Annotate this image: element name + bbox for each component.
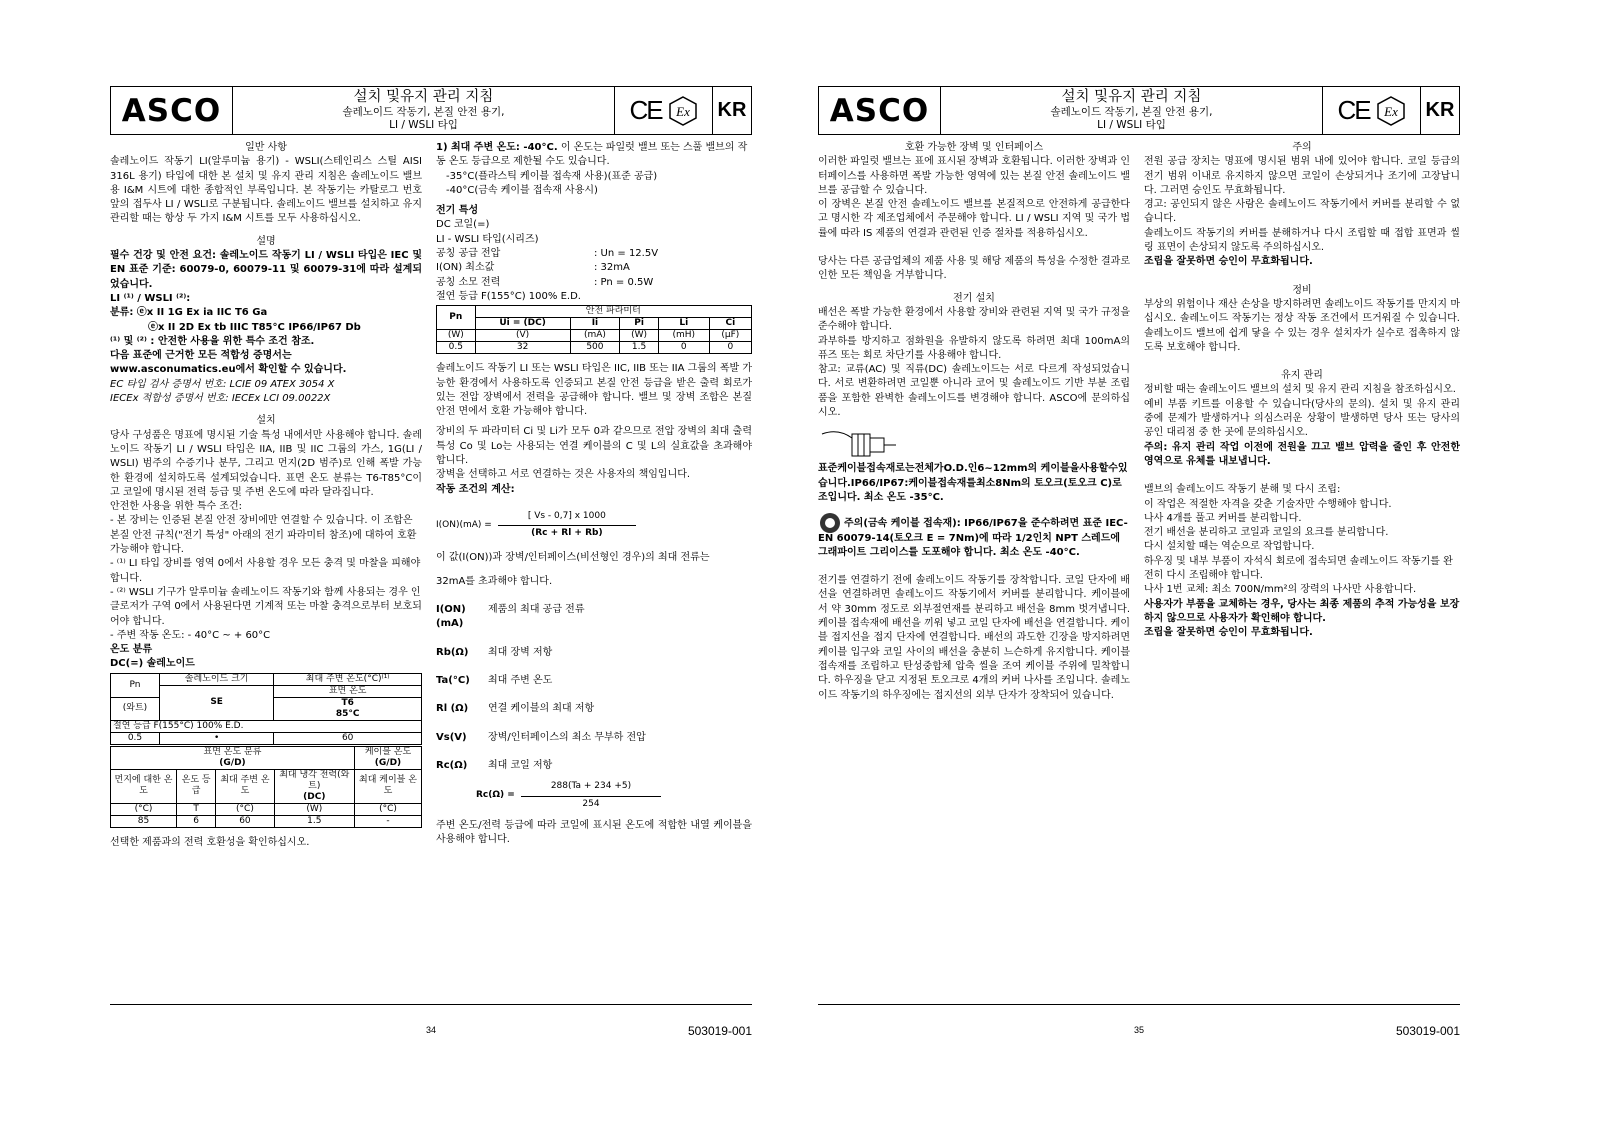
elec-title: 전기 특성 <box>436 205 479 217</box>
elec-val: : Pn = 0.5W <box>594 276 654 288</box>
asco-logo: ASCO <box>819 87 941 134</box>
bottom-note: 선택한 제품과의 전력 호환성을 확인하십시오. <box>110 836 310 848</box>
page-left <box>110 86 752 1096</box>
desc-note: ⁽¹⁾ 및 ⁽²⁾ : 안전한 사용을 위한 특수 조건 참조. <box>110 335 315 347</box>
elec-key: 공칭 소모 전력 <box>436 276 501 288</box>
elec-key: 공칭 공급 전압 <box>436 248 501 260</box>
maint-text-2: 예비 부품 키트를 이용할 수 있습니다(당사의 문의). 설치 및 유지 관리 중에 문제가 발생하거나 의심스러운 상황이 발생하면 당사 또는 당사의 공인 대리점 중 한 곳에 문의하십시오. <box>1144 398 1460 439</box>
doc-title: 설치 및유지 관리 지침 <box>1061 89 1202 105</box>
symbol-desc: 제품의 최대 공급 전류 <box>488 604 585 616</box>
formula-text-2: 32mA를 초과해야 합니다. <box>436 575 553 587</box>
table-cell: 1.5 <box>274 815 354 827</box>
page-right <box>818 86 1460 1096</box>
desc-class1: 분류: ⓔx II 1G Ex ia IIC T6 Ga <box>110 307 268 319</box>
formula-rc <box>476 779 752 811</box>
section-title-desc: 설명 <box>256 235 276 247</box>
table-cell: (DC) <box>303 791 326 802</box>
para-4: 주변 온도/전력 등급에 따라 코일에 표시된 온도에 적합한 내열 케이블을 사용해야 합니다. <box>436 819 752 846</box>
doc-number: 503019-001 <box>1395 1024 1460 1038</box>
table-cell: SE <box>159 685 273 720</box>
para-1: 솔레노이드 작동기 LI 또는 WSLI 타입은 IIC, IIB 또는 IIA 그룹의 폭발 가능한 환경에서 사용하도록 인증되고 본질 안전 등급을 받은 출력 회로가 있는 전압 장벽에서 전력을 공급해야 합니다. 밸브 및 장벽 조합은 본질 안전 면에서 호환 가능해야 합니다. <box>436 363 752 418</box>
table-cell: 32 <box>475 342 570 354</box>
table-cell: 500 <box>570 342 620 354</box>
table-cell: (mH) <box>658 330 709 342</box>
table-cell: Li <box>658 318 709 330</box>
header <box>110 86 752 135</box>
caution-text: 전원 공급 장치는 명표에 명시된 범위 내에 있어야 합니다. 코일 등급의 전기 범위 이내로 유지하지 않으면 코일이 손상되거나 조기에 고장납니다. 그러면 승인도 무효화됩니다. <box>1144 156 1460 196</box>
symbol-desc: 최대 장벽 저항 <box>488 646 553 658</box>
cert-marks <box>615 87 713 134</box>
section-title-general: 일반 사항 <box>245 142 287 153</box>
symbol: Rc(Ω) <box>436 759 468 771</box>
header <box>818 86 1460 135</box>
metal-note: 주의(금속 케이블 접속재): IP66/IP67을 준수하려면 표준 IEC-EN 60079-14(토오크 E = 7Nm)에 따라 1/2인치 NPT 스레드에 그래파이트 그리이스를 도포해야 합니다. 최소 온도 -40°C. <box>818 518 1128 558</box>
elec-text-3: 참고: 교류(AC) 및 직류(DC) 솔레노이드는 서로 다르게 작성되었습니다. 서로 변환하려면 코일뿐 아니라 코어 및 솔레노이드 기반 부분 조립품을 포함한 완벽한 솔레노이드를 변경해야 합니다. ASCO에 문의하십시오. <box>818 364 1130 419</box>
doc-title-block <box>233 87 615 134</box>
language-code: KR <box>717 99 747 121</box>
formula-lhs: Rc(Ω) = <box>476 789 515 800</box>
section-title-service: 정비 <box>1292 284 1312 296</box>
maint-text: 정비할 때는 솔레노이드 밸브의 설치 및 유지 관리 지침을 참조하십시오. <box>1144 384 1456 396</box>
footer-rule <box>110 1004 752 1005</box>
doc-number: 503019-001 <box>687 1024 752 1038</box>
symbol-desc: 장벽/인터페이스의 최소 무부하 전압 <box>488 731 646 743</box>
table-cell: 먼지에 대한 온도 <box>111 769 177 803</box>
left-col-2 <box>436 141 752 847</box>
desc-iecex: IECEx 적합성 증명서 번호: IECEx LCI 09.0022X <box>110 393 331 405</box>
table-cell: (W) <box>437 330 476 342</box>
table-cell: (µF) <box>709 330 751 342</box>
final-bold: 사용자가 부품을 교체하는 경우, 당사는 최종 제품의 추적 가능성을 보장하지 않으므로 사용자가 확인해야 합니다. <box>1144 598 1460 624</box>
table-cell: 0.5 <box>111 732 160 744</box>
table-cell: 케이블 온도 <box>364 746 412 757</box>
table-cell: 절연 등급 F(155°C) 100% E.D. <box>111 720 422 732</box>
ambient-b: -40°C(금속 케이블 접속재 사용시) <box>446 184 598 196</box>
table-cell: 60 <box>274 732 422 744</box>
symbol: Ta(°C) <box>436 675 470 687</box>
dc-label: DC(=) 솔레노이드 <box>110 658 195 670</box>
doc-subtitle: 솔레노이드 작동기, 본질 안전 용기, <box>1050 106 1213 118</box>
connect-text: 전기를 연결하기 전에 솔레노이드 작동기를 장착합니다. 코일 단자에 배선을 연결하려면 솔레노이드 작동기에서 커버를 분리합니다. 케이블에서 약 30mm 정도로 외부절연재를 분리하고 배선을 8mm 벗겨냅니다. 케이블 접속재에 배선을 끼워 넣고 코일 단자에 배선을 연결합니다. 케이블 접지선을 접지 단자에 연결합니다. 배선의 과도한 긴장을 방지하려면 케이블 입구와 코일 사이의 배선을 충분히 느슨하게 유지합니다. 케이블 접속재를 조립하고 탄성중합체 압축 씰을 조여 케이블 주위에 밀착합니다. 하우징을 닫고 지정된 토오크로 4개의 커버 나사를 조입니다. 솔레노이드 작동기의 하우징에는 접지선의 외부 단자가 장착되어 있습니다. <box>818 575 1130 701</box>
table-cell: 최대 주변 온도(°C)⁽¹⁾ <box>274 673 422 685</box>
temp-class-label: 온도 분류 <box>110 644 153 656</box>
doc-subtitle: 솔레노이드 작동기, 본질 안전 용기, <box>342 106 505 118</box>
elec-series: LI - WSLI 타입(시리즈) <box>436 233 539 245</box>
svg-text:Ex: Ex <box>1383 103 1398 119</box>
section-title-maint: 유지 관리 <box>1281 370 1323 382</box>
table-cell: Ii <box>570 318 620 330</box>
doc-subtitle-2: LI / WSLI 타입 <box>1097 119 1166 131</box>
warning-text-2: 솔레노이드 작동기의 커버를 분해하거나 다시 조립할 때 접합 표면과 씰링 표면이 손상되지 않도록 주의하십시오. <box>1144 227 1460 254</box>
table-cell: (G/D) <box>374 757 402 768</box>
formula-num: [ Vs - 0,7] x 1000 <box>498 509 636 526</box>
table-cell: Ui = (DC) <box>475 318 570 330</box>
disasm-item: 이 작업은 적절한 자격을 갖춘 기술자만 수행해야 합니다. <box>1144 498 1392 510</box>
table-cell: 최대 냉각 전력(와트) <box>279 769 350 791</box>
special-item: - ⁽¹⁾ LI 타입 장비를 영역 0에서 사용할 경우 모든 충격 및 마찰을 피해야 합니다. <box>110 558 421 584</box>
section-title-install: 설치 <box>256 415 276 427</box>
table-cell: T <box>176 803 215 815</box>
ambient-a: -35°C(플라스틱 케이블 접속재 사용)(표준 공급) <box>446 170 658 182</box>
table-cell: (V) <box>475 330 570 342</box>
table-cell: 솔레노이드 크기 <box>159 673 273 685</box>
cert-marks <box>1323 87 1421 134</box>
disasm-item: 다시 설치할 때는 역순으로 작업합니다. <box>1144 541 1315 553</box>
formula-den: (Rc + Rl + Rb) <box>531 528 603 539</box>
footer-rule <box>818 1004 1460 1005</box>
table-cell: (G/D) <box>219 757 246 768</box>
ex-hexagon-icon <box>1376 96 1406 126</box>
para-2: 장비의 두 파라미터 Ci 및 Li가 모두 0과 같으므로 전압 장벽의 최대 출력 특성 Co 및 Lo는 사용되는 연결 케이블의 C 및 L의 실효값을 초과해야 합니다. <box>436 426 752 467</box>
compat-text-3: 당사는 다른 공급업체의 제품 사용 및 해당 제품의 특성을 수정한 결과로 인한 모든 책임을 거부합니다. <box>818 256 1130 282</box>
asco-logo: ASCO <box>111 87 233 134</box>
symbol: Rl (Ω) <box>436 703 469 715</box>
page-number: 35 <box>1134 1025 1145 1035</box>
table-cell: 0.5 <box>437 342 476 354</box>
maint-bold: 주의: 유지 관리 작업 이전에 전원을 끄고 밸브 압력을 줄인 후 안전한 영역으로 유체를 내보냅니다. <box>1144 441 1460 467</box>
symbol: I(ON)(mA) <box>436 604 466 630</box>
table-cell: 온도 등급 <box>176 769 215 803</box>
symbol-desc: 연결 케이블의 최대 저항 <box>488 703 595 715</box>
table-cell: Ci <box>709 318 751 330</box>
table-cell: (와트) <box>111 697 160 720</box>
section-title-elec: 전기 설치 <box>953 292 995 304</box>
table-cell: 표면 온도 <box>274 685 422 697</box>
svg-text:Ex: Ex <box>675 103 690 119</box>
warning-bold: 조립을 잘못하면 승인이 무효화됩니다. <box>1144 256 1313 268</box>
table-cell: 60 <box>216 815 274 827</box>
symbol: Vs(V) <box>436 731 467 743</box>
table-cell: Pn <box>111 673 160 697</box>
desc-class2: ⓔx II 2D Ex tb IIIC T85°C IP66/IP67 Db <box>148 321 361 333</box>
symbol: Rb(Ω) <box>436 646 469 658</box>
general-text: 솔레노이드 작동기 LI(알루미늄 용기) - WSLI(스테인리스 스틸 AISI 316L 용기) 타입에 대한 본 설치 및 유지 관리 지침은 솔레노이드 밸브용 I&M 시트에 대한 종합적인 부록입니다. 본 작동기는 카탈로그 번호 앞의 접두사 LI / WSLI로 구분됩니다. 솔레노이드 밸브를 설치하고 유지 관리할 때는 항상 두 가지 I&M 시트를 모두 사용하십시오. <box>110 156 422 225</box>
table-cell: 0 <box>658 342 709 354</box>
elec-dc: DC 코일(=) <box>436 219 490 231</box>
elec-val: : Un = 12.5V <box>594 248 659 260</box>
disasm-item: 하우징 및 내부 부품이 자석식 회로에 접속되면 솔레노이드 작동기를 완전히 다시 조립해야 합니다. <box>1144 555 1453 582</box>
table-cell: 6 <box>176 815 215 827</box>
cable-note: 표준케이블접속재로는전체가O.D.인6~12mm의 케이블을사용할수있습니다.IP66/IP67:케이블접속재를최소8Nm의 토오크(토오크 C)로 조입니다. 최소 온도 -35°C. <box>818 463 1128 503</box>
elec-ins: 절연 등급 F(155°C) 100% E.D. <box>436 290 581 302</box>
table-cell: 최대 케이블 온도 <box>354 769 421 803</box>
desc-cert: 다음 표준에 근거한 모든 적합성 증명서는 <box>110 350 292 362</box>
table-cell: 안전 파라미터 <box>475 306 751 318</box>
ex-hexagon-icon <box>668 96 698 126</box>
elec-val: : 32mA <box>594 262 630 274</box>
doc-title-block <box>941 87 1323 134</box>
right-col-1 <box>818 141 1130 703</box>
symbol-desc: 최대 주변 온도 <box>488 675 553 687</box>
desc-ec: EC 타입 검사 증명서 번호: LCIE 09 ATEX 3054 X <box>110 378 335 390</box>
doc-subtitle-2: LI / WSLI 타입 <box>389 119 458 131</box>
table-cell: 85 <box>111 815 177 827</box>
elec-key: I(ON) 최소값 <box>436 262 495 274</box>
disasm-item: 나사 1번 교체: 최소 700N/mm²의 장력의 나사만 사용합니다. <box>1144 584 1417 596</box>
doc-title: 설치 및유지 관리 지침 <box>353 89 494 105</box>
calc-title: 작동 조건의 계산: <box>436 483 515 495</box>
desc-url: www.asconumatics.eu에서 확인할 수 있습니다. <box>110 364 347 376</box>
compat-text: 이러한 파일럿 밸브는 표에 표시된 장벽과 호환됩니다. 이러한 장벽과 인터페이스를 사용하면 폭발 가능한 영역에 있는 본질 안전 솔레노이드 밸브를 공급할 수 있습니다. <box>818 156 1130 196</box>
formula-num: 288(Ta + 234 +5) <box>521 779 661 796</box>
para-3: 장벽을 선택하고 서로 연결하는 것은 사용자의 책임입니다. <box>436 469 691 481</box>
special-item: - ⁽²⁾ WSLI 기구가 알루미늄 솔레노이드 작동기와 함께 사용되는 경우 인클로저가 구역 0에서 사용된다면 기계적 또는 마찰 충격으로부터 보호되어야 합니다. <box>110 586 422 627</box>
table-cell: 최대 주변 온도 <box>216 769 274 803</box>
table-cell: (W) <box>620 330 659 342</box>
disasm-text: 밸브의 솔레노이드 작동기 분해 및 다시 조립: <box>1144 484 1341 496</box>
table-cell: • <box>159 732 273 744</box>
table-cell: (°C) <box>111 803 177 815</box>
left-col-1 <box>110 141 422 850</box>
table-cell: (°C) <box>354 803 421 815</box>
page-number: 34 <box>426 1025 437 1035</box>
temp-table <box>110 673 422 745</box>
section-title-compat: 호환 가능한 장벽 및 인터페이스 <box>904 142 1044 153</box>
formula-ion <box>436 509 752 541</box>
service-text: 부상의 위험이나 재산 손상을 방지하려면 솔레노이드 작동기를 만지지 마십시오. 솔레노이드 작동기는 정상 작동 조건에서 뜨거워질 수 있습니다. 솔레노이드 밸브에 쉽게 닿을 수 있는 경우 설치자가 실수로 접촉하지 않도록 보호해야 합니다. <box>1144 298 1460 353</box>
table-cell: Pi <box>620 318 659 330</box>
table-cell: (W) <box>274 803 354 815</box>
table-cell: Pn <box>437 306 476 330</box>
ambient-title: 1) 최대 주변 온도: -40°C. <box>436 142 558 153</box>
section-title-caution: 주의 <box>1292 142 1312 153</box>
desc-li: LI ⁽¹⁾ / WSLI ⁽²⁾: <box>110 292 191 304</box>
ambient-text: 이 온도는 파일럿 밸브 또는 스풀 밸브의 작동 온도 등급으로 제한될 수도 있습니다. <box>436 142 748 168</box>
desc-text: 필수 건강 및 안전 요건: 솔레노이드 작동기 LI / WSLI 타입은 IEC 및 EN 표준 기준: 60079-0, 60079-11 및 60079-31에 따라 설계되었습니다. <box>110 250 422 290</box>
disasm-item: 전기 배선을 분리하고 코일과 코일의 요크를 분리합니다. <box>1144 527 1389 539</box>
disasm-item: 나사 4개를 풀고 커버를 분리합니다. <box>1144 512 1302 524</box>
language-code: KR <box>1425 99 1455 121</box>
special-item: - 주변 작동 온도: - 40°C ~ + 60°C <box>110 629 271 641</box>
table-cell: (°C) <box>216 803 274 815</box>
special-title: 안전한 사용을 위한 특수 조건: <box>110 501 243 513</box>
formula-text: 이 값(I(ON))과 장벽/인터페이스(비선형인 경우)의 최대 전류는 <box>436 551 710 563</box>
elec-text: 배선은 폭발 가능한 환경에서 사용할 장비와 관련된 지역 및 국가 규정을 준수해야 합니다. <box>818 306 1130 333</box>
table-cell: (mA) <box>570 330 620 342</box>
final-bold-2: 조립을 잘못하면 승인이 무효화됩니다. <box>1144 627 1313 639</box>
elec-text-2: 과부하를 방지하고 점화원을 유발하지 않도록 하려면 최대 100mA의 퓨즈 또는 회로 차단기를 사용해야 합니다. <box>818 335 1130 361</box>
table-cell: 0 <box>709 342 751 354</box>
table-cell: T6 <box>341 697 354 708</box>
safety-table <box>436 305 752 354</box>
table-cell: 85°C <box>335 708 360 719</box>
surface-table <box>110 746 422 828</box>
symbol-desc: 최대 코일 저항 <box>488 759 553 771</box>
ce-mark-icon: CE <box>1337 95 1370 125</box>
table-cell: - <box>354 815 421 827</box>
compat-text-2: 이 장벽은 본질 안전 솔레노이드 밸브를 본질적으로 안전하게 공급한다고 명시한 각 제조업체에서 주문해야 합니다. LI / WSLI 지역 및 국가 법률에 따라 IS 제품의 연결과 관련된 인증 절차를 적용하십시오. <box>818 199 1130 239</box>
ce-mark-icon: CE <box>629 95 662 125</box>
right-col-2 <box>1144 141 1460 641</box>
special-item: - 본 장비는 인증된 본질 안전 장비에만 연결할 수 있습니다. 이 조합은 본질 안전 규칙("전기 특성" 아래의 전기 파라미터 참조)에 대하여 호환 가능해야 합니다. <box>110 515 417 556</box>
formula-lhs: I(ON)(mA) = <box>436 519 492 530</box>
table-cell: 표면 온도 분류 <box>203 746 262 757</box>
table-cell: 1.5 <box>620 342 659 354</box>
warning-text: 경고: 공인되지 않은 사람은 솔레노이드 작동기에서 커버를 분리할 수 없습니다. <box>1144 199 1460 225</box>
formula-den: 254 <box>582 798 600 809</box>
install-text: 당사 구성품은 명표에 명시된 기술 특성 내에서만 사용해야 합니다. 솔레노이드 작동기 LI / WSLI 타입은 IIA, IIB 및 IIC 그룹의 가스, 1G(LI / WSLI) 범주의 수증기나 분무, 그리고 먼지(2D 범주)로 인해 폭발 가능한 환경에 설치하도록 설계되었습니다. 표면 온도 분류는 T6-T85°C이고 코일에 명시된 전력 등급 및 주변 온도에 따라 달라집니다. <box>110 429 422 498</box>
